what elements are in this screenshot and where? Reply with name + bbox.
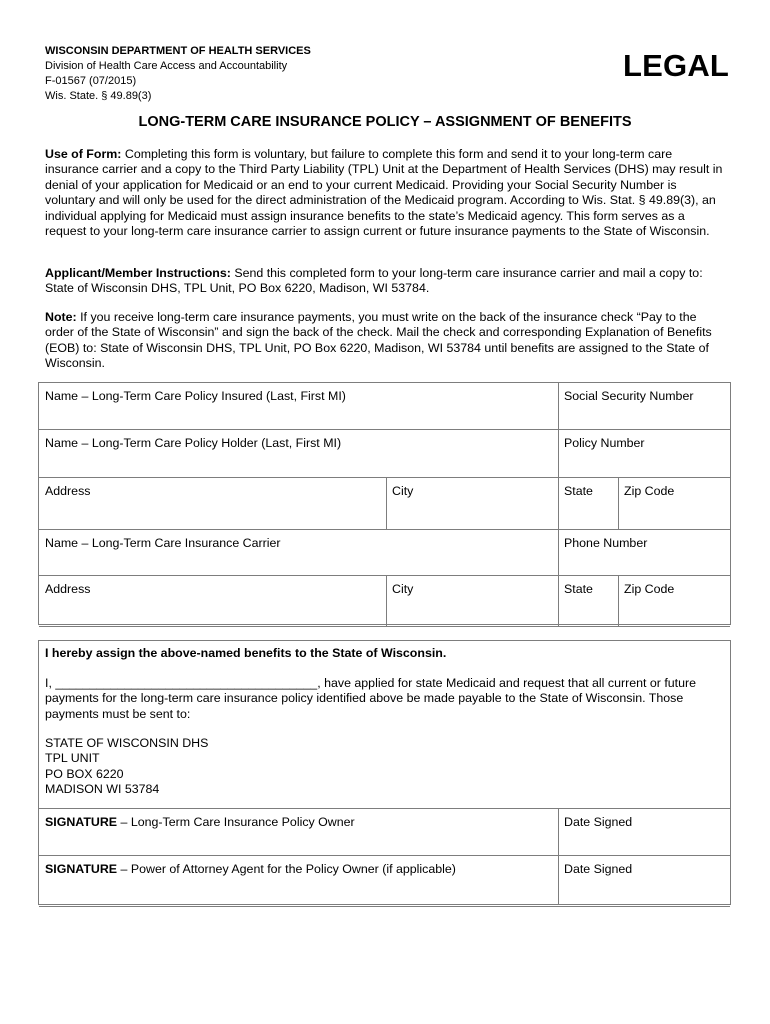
use-of-form-paragraph xyxy=(45,147,725,239)
owner-signature-field[interactable] xyxy=(39,809,558,855)
state-field[interactable] xyxy=(558,478,618,529)
carrier-state-field[interactable] xyxy=(558,576,618,626)
insured-name-label: Name – Long-Term Care Policy Insured (Last, First MI) xyxy=(45,389,346,403)
statement-prefix: I, xyxy=(45,676,56,690)
carrier-name-label: Name – Long-Term Care Insurance Carrier xyxy=(45,536,281,550)
insured-name-field[interactable] xyxy=(39,383,558,429)
poa-date-signed-field[interactable] xyxy=(558,856,730,904)
assignment-section xyxy=(38,640,731,905)
state-label: State xyxy=(564,484,593,498)
instructions-paragraph xyxy=(45,266,725,297)
instructions-label: Applicant/Member Instructions: xyxy=(45,266,231,280)
carrier-state-label: State xyxy=(564,582,593,596)
address-line: TPL UNIT xyxy=(45,751,100,766)
signature-label: SIGNATURE xyxy=(45,815,118,829)
use-of-form-text: Completing this form is voluntary, but failure to complete this form and send it to your long-term care insurance carrier and a copy to the Third Party Liability (TPL) Unit at the Department of Health Services (DHS) may result in denial of your application for Medicaid or an end to your current Medicaid. Providing your Social Security Number is voluntary and will only be used for the direct administration of the Medicaid program. According to Wis. Stat. § 49.89(3), an individual applying for Medicaid must assign insurance benefits to the state’s Medicaid agency. This form serves as a request to your long-term care insurance carrier to assign current or future insurance payments to the State of Wisconsin. xyxy=(45,147,723,239)
statement-text: , have applied for state Medicaid and request that all current or future payments for the long-term care insurance policy identified above be made payable to the State of Wisconsin. Those payments must be sent to: xyxy=(45,676,697,721)
policy-info-table xyxy=(38,382,731,625)
holder-name-field[interactable] xyxy=(39,430,558,477)
zip-code-label: Zip Code xyxy=(624,484,675,498)
carrier-address-field[interactable] xyxy=(39,576,386,626)
city-field[interactable] xyxy=(386,478,558,529)
holder-name-label: Name – Long-Term Care Policy Holder (Last, First MI) xyxy=(45,436,342,450)
form-title: LONG-TERM CARE INSURANCE POLICY – ASSIGNMENT OF BENEFITS xyxy=(138,114,632,130)
legal-label: LEGAL xyxy=(623,48,730,83)
applicant-name-blank[interactable]: ______________________________________ xyxy=(55,676,318,690)
note-label: Note: xyxy=(45,310,77,324)
carrier-zip-code-field[interactable] xyxy=(618,576,730,626)
date-signed-label: Date Signed xyxy=(564,815,633,829)
address-line: STATE OF WISCONSIN DHS xyxy=(45,736,209,750)
address-field[interactable] xyxy=(39,478,386,529)
carrier-zip-code-label: Zip Code xyxy=(624,582,675,596)
owner-date-signed-field[interactable] xyxy=(558,809,730,855)
carrier-city-field[interactable] xyxy=(386,576,558,626)
poa-signature-field[interactable] xyxy=(39,856,558,904)
note-text: If you receive long-term care insurance payments, you must write on the back of the insurance check “Pay to the order of the State of Wisconsin” and sign the back of the check. Mail the check and corresponding Explanation of Benefits (EOB) to: State of Wisconsin DHS, TPL Unit, PO Box 6220, Madison, WI 53784 until benefits are assigned to the State of Wisconsin. xyxy=(45,310,712,371)
use-of-form-label: Use of Form: xyxy=(45,147,122,161)
signature-label: SIGNATURE xyxy=(45,862,118,876)
instructions-text: Send this completed form to your long-term care insurance carrier and mail a copy to: State of Wisconsin DHS, TPL Unit, PO Box 6220, Madison, WI 53784. xyxy=(45,266,703,296)
form-number: F-01567 (07/2015) xyxy=(45,75,137,87)
date-signed-label: Date Signed xyxy=(564,862,633,876)
policy-number-field[interactable] xyxy=(558,430,730,477)
address-line: PO BOX 6220 xyxy=(45,766,124,781)
phone-number-label: Phone Number xyxy=(564,536,648,550)
division-name: Division of Health Care Access and Accountability xyxy=(45,60,288,72)
phone-number-field[interactable] xyxy=(558,530,730,575)
zip-code-field[interactable] xyxy=(618,478,730,529)
ssn-field[interactable] xyxy=(558,383,730,429)
carrier-name-field[interactable] xyxy=(39,530,558,575)
address-line: MADISON WI 53784 xyxy=(45,782,160,797)
note-paragraph xyxy=(45,310,725,372)
assignment-statement xyxy=(45,676,715,722)
poa-signature-text: – Power of Attorney Agent for the Policy Owner (if applicable) xyxy=(117,862,456,876)
ssn-label: Social Security Number xyxy=(564,389,694,403)
form-header xyxy=(45,44,311,104)
mailing-address xyxy=(45,736,715,798)
owner-signature-text: – Long-Term Care Insurance Policy Owner xyxy=(117,815,355,829)
address-label: Address xyxy=(45,484,91,498)
carrier-city-label: City xyxy=(392,582,414,596)
statute-reference: Wis. State. § 49.89(3) xyxy=(45,90,152,102)
carrier-address-label: Address xyxy=(45,582,91,596)
department-name: WISCONSIN DEPARTMENT OF HEALTH SERVICES xyxy=(45,45,311,57)
policy-number-label: Policy Number xyxy=(564,436,645,450)
assignment-heading: I hereby assign the above-named benefits to the State of Wisconsin. xyxy=(45,646,447,660)
city-label: City xyxy=(392,484,414,498)
